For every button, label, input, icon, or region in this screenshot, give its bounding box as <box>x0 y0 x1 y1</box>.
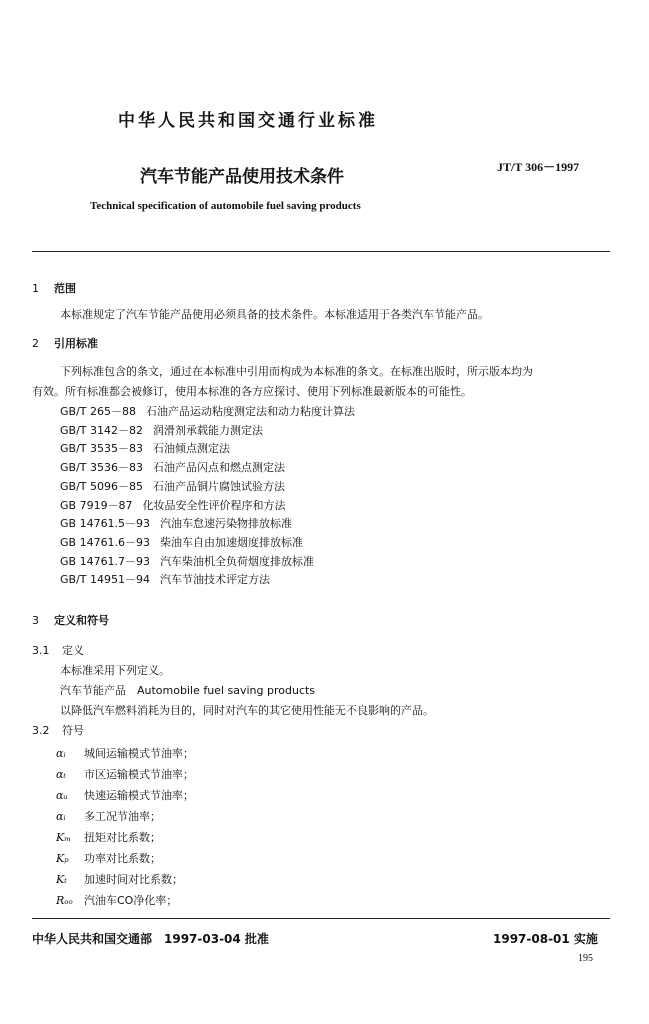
reference-item <box>60 534 355 553</box>
reference-name: 石油产品运动粘度测定法和动力粘度计算法 <box>146 405 355 418</box>
reference-name: 柴油车自由加速烟度排放标准 <box>160 535 304 549</box>
reference-item <box>60 515 355 534</box>
reference-code: GB 7919－87 <box>60 498 133 512</box>
section-3-1-heading <box>32 642 84 658</box>
symbol: Kₜ <box>56 873 67 886</box>
reference-item <box>60 459 355 478</box>
symbol: Kₘ <box>56 831 71 844</box>
reference-name: 石油倾点测定法 <box>152 442 230 456</box>
symbol-description: 快速运输模式节油率； <box>84 789 194 802</box>
symbol-list <box>56 743 194 911</box>
org-header: 中华人民共和国交通行业标准 <box>118 111 378 131</box>
reference-item <box>60 440 355 459</box>
reference-item <box>60 478 355 497</box>
section-title: 引用标准 <box>54 337 98 350</box>
symbol-item <box>56 848 194 869</box>
symbol-item <box>56 890 194 911</box>
reference-name: 汽油车怠速污染物排放标准 <box>160 517 293 531</box>
symbol-description: 汽油车CO净化率； <box>84 894 178 907</box>
reference-item <box>60 571 355 590</box>
reference-name: 石油产品铜片腐蚀试验方法 <box>152 479 285 493</box>
reference-code: GB/T 3535－83 <box>60 442 143 456</box>
symbol-description: 多工况节油率； <box>84 810 161 823</box>
symbol: αᵢ <box>56 810 66 823</box>
section-3-1-text: 本标准采用下列定义。 <box>60 664 170 677</box>
symbol-description: 加速时间对比系数； <box>84 873 183 886</box>
symbol: Rₒₒ <box>56 894 73 907</box>
definition-term: 汽车节能产品 Automobile fuel saving products <box>60 684 316 697</box>
reference-code: GB 14761.6－93 <box>60 535 151 549</box>
implementation-date: 1997-08-01 实施 <box>493 932 598 946</box>
section-number: 3.1 <box>32 644 50 657</box>
reference-item <box>60 422 355 441</box>
reference-code: GB/T 14951－94 <box>60 573 150 587</box>
reference-code: GB/T 3142－82 <box>60 423 143 437</box>
symbol-description: 扭矩对比系数； <box>84 831 161 844</box>
symbol-item <box>56 785 194 806</box>
symbol: αᵤ <box>56 789 68 802</box>
reference-item <box>60 497 355 516</box>
reference-name: 石油产品闪点和燃点测定法 <box>152 461 285 475</box>
english-title: Technical specification of automobile fuel saving products <box>90 200 361 212</box>
header-divider <box>32 251 610 252</box>
section-number: 3 <box>32 614 39 627</box>
symbol-description: 城间运输模式节油率； <box>84 747 194 760</box>
symbol-item <box>56 743 194 764</box>
section-title: 范围 <box>54 282 76 295</box>
section-title: 符号 <box>62 724 84 737</box>
reference-name: 化妆品安全性评价程序和方法 <box>142 498 286 512</box>
symbol: αₜ <box>56 768 67 781</box>
reference-code: GB/T 3536－83 <box>60 461 143 475</box>
symbol-item <box>56 869 194 890</box>
reference-list <box>60 403 355 590</box>
reference-item <box>60 553 355 572</box>
section-number: 1 <box>32 282 39 295</box>
section-2-text-line-1: 下列标准包含的条文，通过在本标准中引用而构成为本标准的条文。在标准出版时，所示版本均为 <box>60 365 533 378</box>
symbol: αᵢ <box>56 747 66 760</box>
footer-divider <box>32 918 610 919</box>
page-number: 195 <box>578 953 593 964</box>
reference-name: 润滑剂承载能力测定法 <box>152 423 263 437</box>
reference-code: GB/T 5096－85 <box>60 479 143 493</box>
section-1-text: 本标准规定了汽车节能产品使用必须具备的技术条件。本标准适用于各类汽车节能产品。 <box>60 308 489 321</box>
symbol-item <box>56 806 194 827</box>
section-number: 2 <box>32 337 39 350</box>
approval-note: 中华人民共和国交通部 1997-03-04 批准 <box>32 932 269 946</box>
section-3-2-heading <box>32 722 84 738</box>
definition-text: 以降低汽车燃料消耗为目的，同时对汽车的其它使用性能无不良影响的产品。 <box>60 704 434 717</box>
symbol-description: 市区运输模式节油率； <box>84 768 194 781</box>
section-number: 3.2 <box>32 724 50 737</box>
reference-name: 汽车节油技术评定方法 <box>159 573 270 587</box>
reference-code: GB 14761.7－93 <box>60 554 151 568</box>
symbol-item <box>56 827 194 848</box>
standard-code: JT/T 306－1997 <box>497 160 580 174</box>
reference-code: GB/T 265－88 <box>60 405 136 418</box>
symbol-description: 功率对比系数； <box>84 852 161 865</box>
reference-name: 汽车柴油机全负荷烟度排放标准 <box>160 554 315 568</box>
section-2-heading <box>32 335 98 351</box>
symbol: Kₚ <box>56 852 69 865</box>
reference-code: GB 14761.5－93 <box>60 517 151 531</box>
section-2-text-line-2: 有效。所有标准都会被修订，使用本标准的各方应探讨、使用下列标准最新版本的可能性。 <box>32 385 472 398</box>
section-1-heading <box>32 280 76 296</box>
document-title: 汽车节能产品使用技术条件 <box>140 167 344 187</box>
reference-item <box>60 403 355 422</box>
section-title: 定义和符号 <box>54 614 109 627</box>
symbol-item <box>56 764 194 785</box>
section-3-heading <box>32 612 109 628</box>
section-title: 定义 <box>62 644 84 657</box>
